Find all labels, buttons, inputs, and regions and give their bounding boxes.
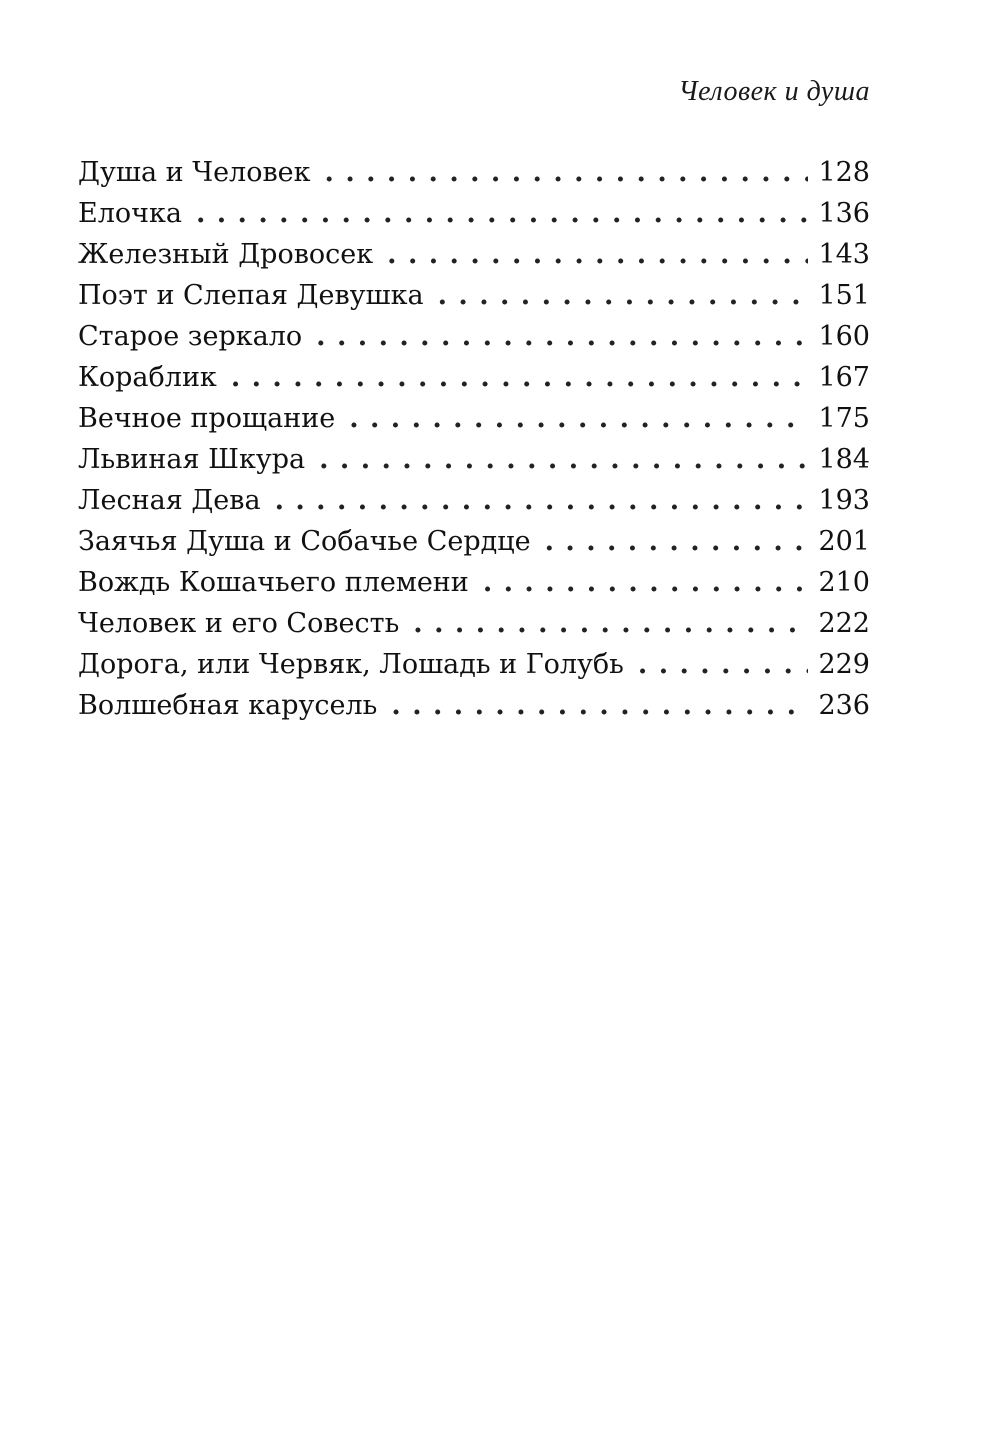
toc-entry <box>78 644 870 685</box>
toc-entry-page: 201 <box>818 526 870 557</box>
toc-dot-leader <box>275 480 809 521</box>
toc-entry-title: Вечное прощание <box>78 403 336 434</box>
toc-entry-title: Железный Дровосек <box>78 239 374 270</box>
toc-entry <box>78 480 870 521</box>
toc-entry <box>78 316 870 357</box>
running-header-title: Человек и душа <box>678 76 870 107</box>
toc-dot-leader <box>638 644 809 685</box>
toc-entry-title: Старое зеркало <box>78 321 303 352</box>
toc-dot-leader <box>545 521 809 562</box>
toc-dot-leader <box>316 316 808 357</box>
toc-dot-leader <box>391 685 808 726</box>
toc-entry <box>78 439 870 480</box>
toc-dot-leader <box>196 193 809 234</box>
toc-entry-page: 160 <box>818 321 870 352</box>
toc-entry-title: Человек и его Совесть <box>78 608 400 639</box>
toc-entry-title: Вождь Кошачьего племени <box>78 567 469 598</box>
toc-entry <box>78 193 870 234</box>
toc-dot-leader <box>483 562 809 603</box>
toc-dot-leader <box>438 275 809 316</box>
toc-entry-title: Заячья Душа и Собачье Сердце <box>78 526 531 557</box>
toc-entry-page: 128 <box>818 157 870 188</box>
toc-dot-leader <box>349 398 808 439</box>
toc-dot-leader <box>413 603 808 644</box>
toc-entry-page: 136 <box>818 198 870 229</box>
toc-entry <box>78 275 870 316</box>
toc-entry <box>78 685 870 726</box>
toc-entry-title: Елочка <box>78 198 182 229</box>
toc-dot-leader <box>325 152 809 193</box>
toc-dot-leader <box>319 439 808 480</box>
toc-entry-page: 167 <box>818 362 870 393</box>
toc-entry-page: 184 <box>818 444 870 475</box>
toc-entry-page: 222 <box>818 608 870 639</box>
table-of-contents <box>78 152 870 726</box>
toc-entry-title: Дорога, или Червяк, Лошадь и Голубь <box>78 649 624 680</box>
toc-entry-title: Львиная Шкура <box>78 444 306 475</box>
toc-entry-page: 143 <box>818 239 870 270</box>
toc-entry-page: 151 <box>818 280 870 311</box>
toc-entry-page: 210 <box>818 567 870 598</box>
toc-entry-page: 175 <box>818 403 870 434</box>
toc-entry-title: Кораблик <box>78 362 217 393</box>
toc-entry-page: 229 <box>818 649 870 680</box>
toc-entry-title: Душа и Человек <box>78 157 311 188</box>
toc-entry <box>78 357 870 398</box>
toc-entry <box>78 234 870 275</box>
toc-entry-page: 236 <box>818 690 870 721</box>
toc-entry <box>78 521 870 562</box>
toc-entry-title: Лесная Дева <box>78 485 261 516</box>
toc-entry <box>78 562 870 603</box>
toc-entry-title: Поэт и Слепая Девушка <box>78 280 424 311</box>
toc-entry <box>78 398 870 439</box>
toc-entry <box>78 152 870 193</box>
toc-entry-page: 193 <box>818 485 870 516</box>
toc-dot-leader <box>387 234 808 275</box>
toc-dot-leader <box>231 357 809 398</box>
toc-entry <box>78 603 870 644</box>
toc-entry-title: Волшебная карусель <box>78 690 378 721</box>
